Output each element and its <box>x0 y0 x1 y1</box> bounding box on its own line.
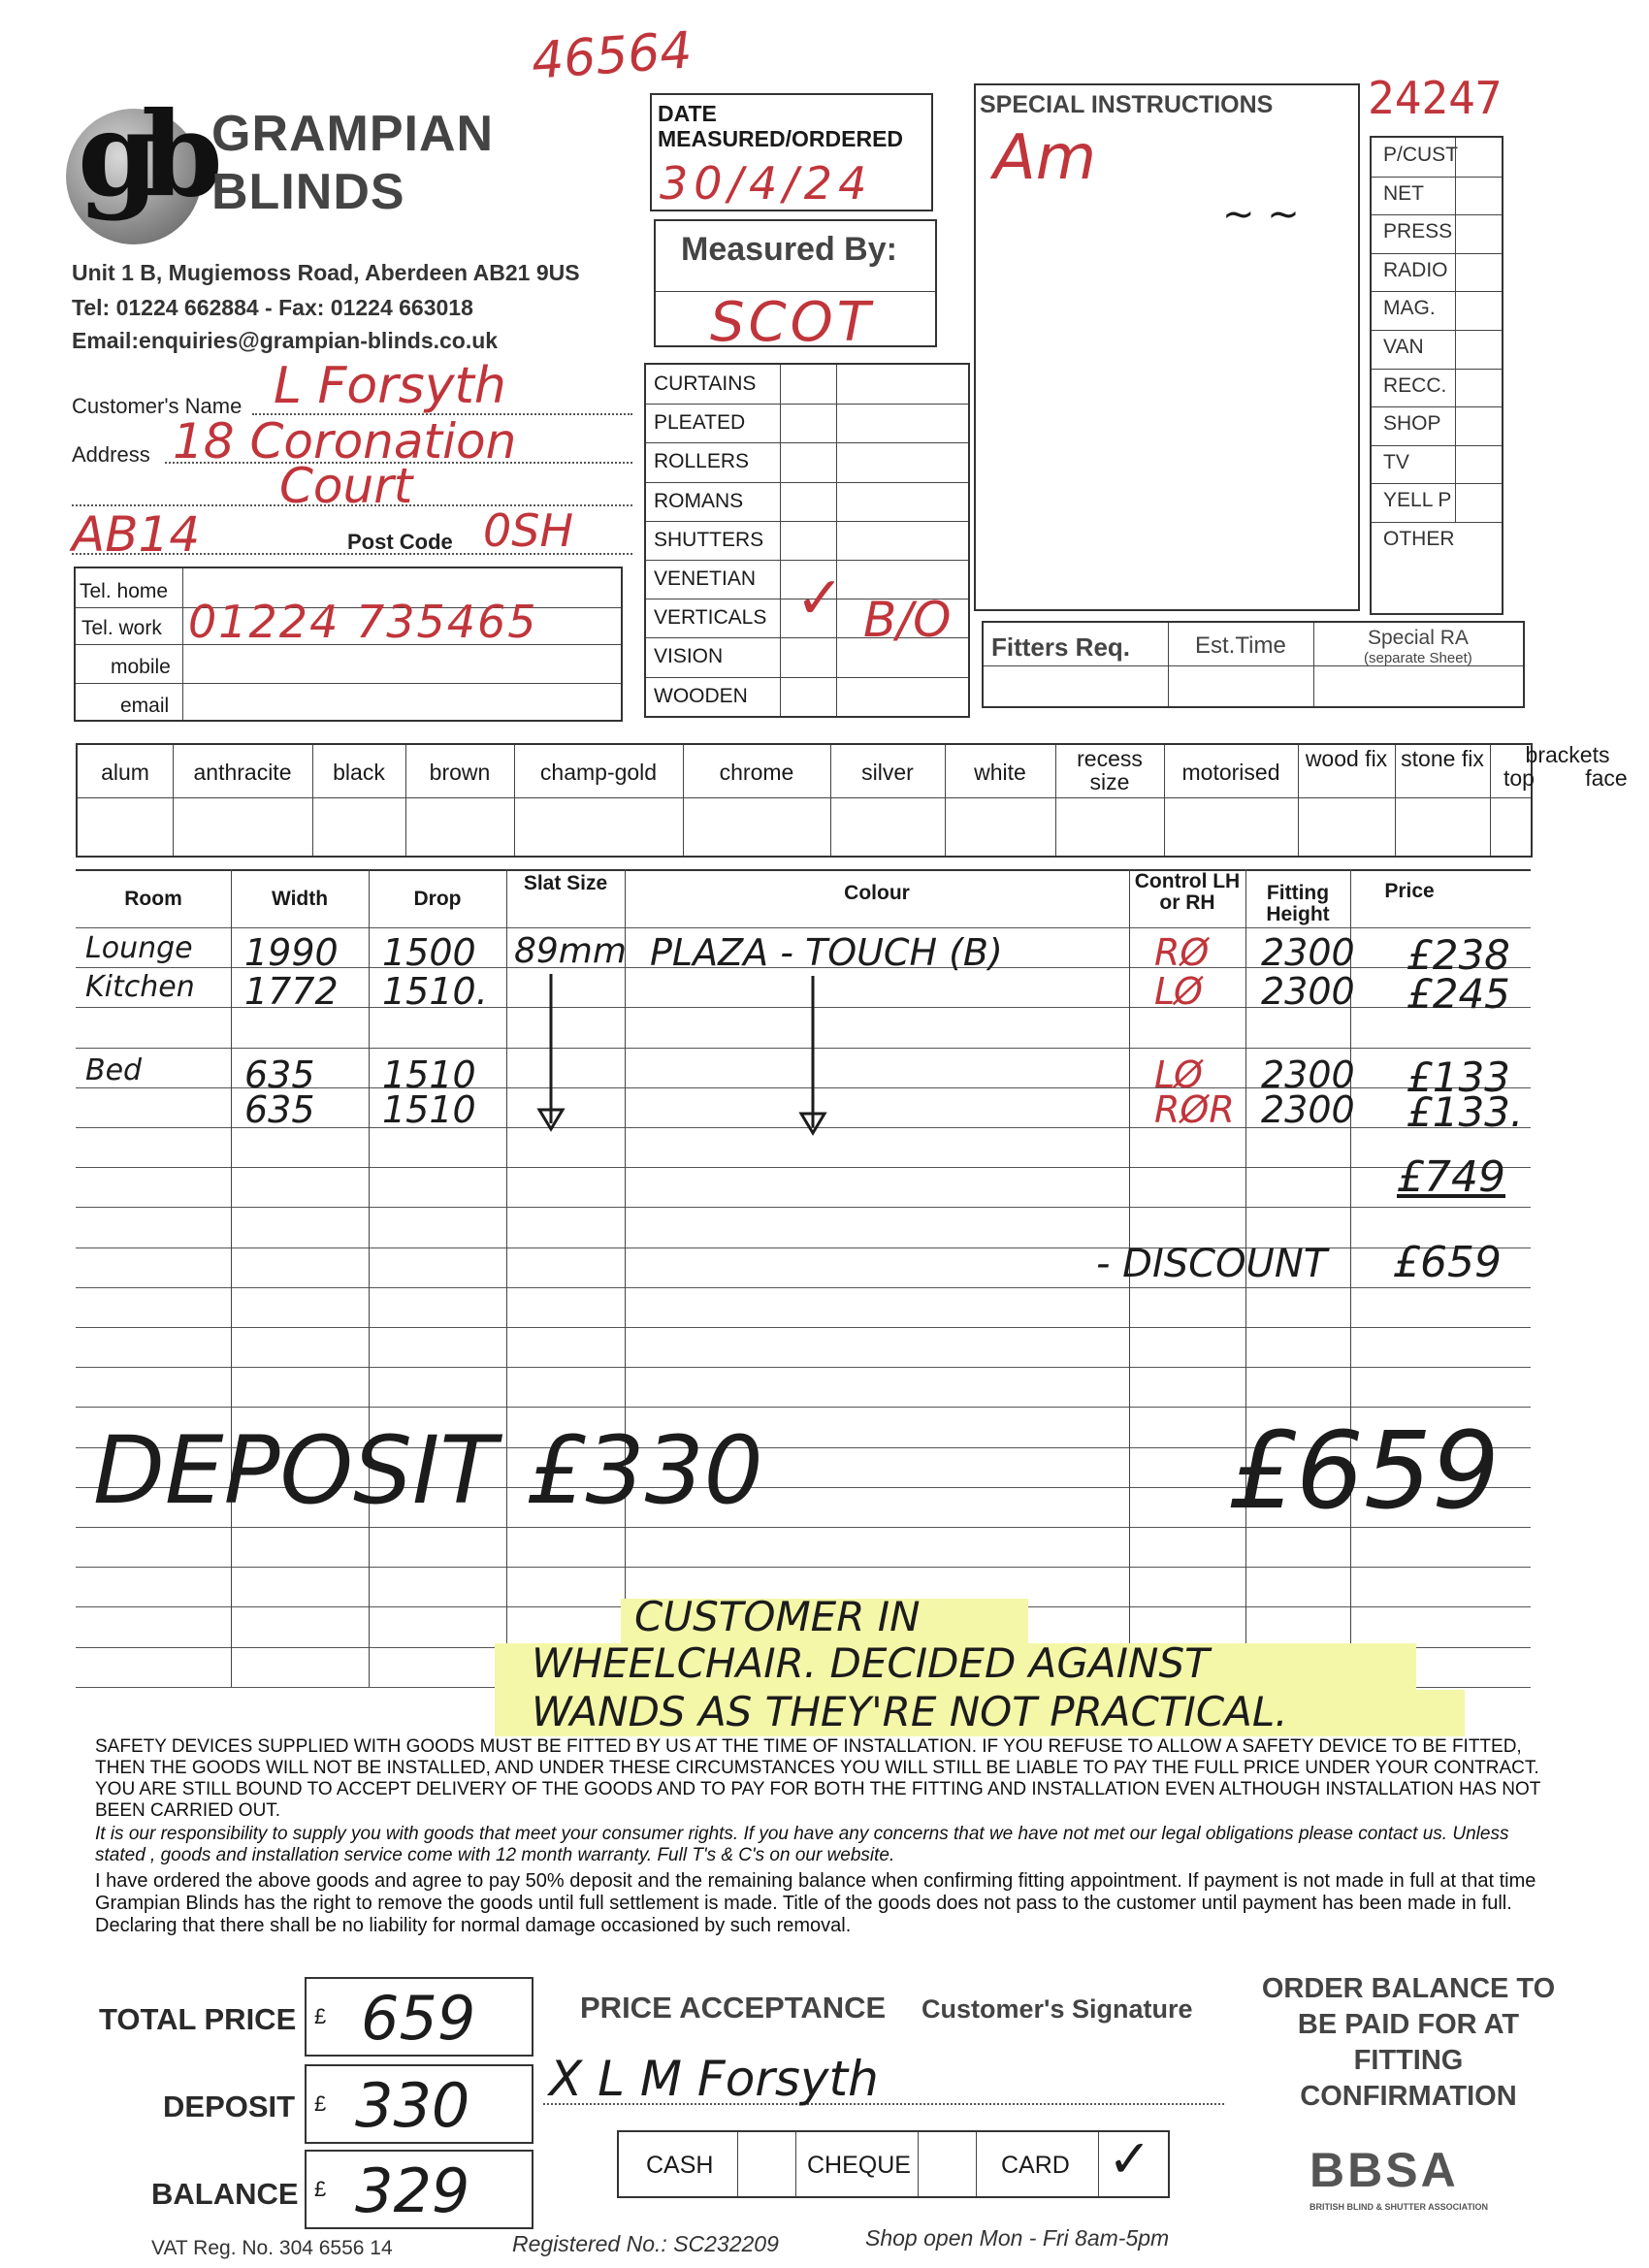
card-label: CARD <box>1001 2152 1070 2179</box>
deposit-value[interactable]: 330 <box>355 2070 470 2141</box>
row-1-fitting[interactable]: 2300 <box>1261 931 1355 974</box>
order-balance-note: ORDER BALANCE TO BE PAID FOR AT FITTING CONFIRMATION <box>1261 1973 1556 2112</box>
order-reference: 46564 <box>530 21 695 91</box>
option-white: white <box>974 760 1026 785</box>
header-width: Width <box>271 888 329 910</box>
source-tv: TV <box>1383 450 1409 473</box>
row-3-room[interactable]: Bed <box>85 1053 143 1087</box>
deposit-label: DEPOSIT <box>163 2090 296 2123</box>
product-rollers: ROLLERS <box>654 450 750 473</box>
option-anthracite: anthracite <box>193 760 292 785</box>
deposit-note: DEPOSIT £330 <box>93 1416 763 1525</box>
cash-label: CASH <box>646 2152 714 2179</box>
verticals-note: B/O <box>863 592 952 648</box>
option-brackets: brackets <box>1525 742 1610 767</box>
option-chrome: chrome <box>719 760 794 785</box>
signature-label: Customer's Signature <box>922 1994 1193 2024</box>
fitters-box <box>982 621 1525 708</box>
row-2-room[interactable]: Kitchen <box>85 970 195 1004</box>
row-3-width[interactable]: 635 <box>244 1053 315 1096</box>
special-instructions-value[interactable]: Am <box>993 122 1097 194</box>
registered-number: Registered No.: SC232209 <box>512 2231 779 2256</box>
row-4-width[interactable]: 635 <box>244 1088 315 1131</box>
measured-by-box <box>654 219 937 354</box>
company-name-line1: GRAMPIAN <box>211 106 495 162</box>
option-motorised: motorised <box>1181 760 1280 785</box>
company-name-line2: BLINDS <box>211 164 405 220</box>
option-champ-gold: champ-gold <box>539 760 658 785</box>
total-price-label: TOTAL PRICE <box>99 2002 297 2036</box>
row-1-slat[interactable]: 89mm <box>514 931 627 971</box>
product-venetian: VENETIAN <box>654 567 757 590</box>
header-fitting: Fitting Height <box>1266 882 1330 926</box>
currency-symbol: £ <box>314 2177 327 2201</box>
balance-value[interactable]: 329 <box>355 2155 470 2226</box>
option-brackets-face: face <box>1585 765 1628 791</box>
payment-methods <box>617 2130 1170 2198</box>
source-pcust: P/CUST <box>1383 144 1459 166</box>
address-label: Address <box>72 442 150 467</box>
logo-letters: gb <box>78 86 206 223</box>
special-ra-sub: (separate Sheet) <box>1364 650 1472 666</box>
note-line3: WANDS AS THEY'RE NOT PRACTICAL. <box>532 1688 1288 1735</box>
verticals-mark: ✓ <box>795 565 845 632</box>
arrow-1 <box>539 974 563 1129</box>
source-net: NET <box>1383 181 1424 205</box>
header-control: Control LH or RH <box>1134 870 1241 915</box>
balance-box <box>305 2150 534 2229</box>
total-price-value[interactable]: 659 <box>361 1983 476 2054</box>
date-value[interactable]: 30/4/24 <box>660 157 873 210</box>
company-email: Email:enquiries@grampian-blinds.co.uk <box>72 328 499 353</box>
arrow-2 <box>801 976 824 1133</box>
special-instructions-label: SPECIAL INSTRUCTIONS <box>980 91 1274 118</box>
est-time-label: Est.Time <box>1195 632 1286 659</box>
product-romans: ROMANS <box>654 489 744 512</box>
subtotal: £749 <box>1397 1152 1505 1202</box>
header-drop: Drop <box>413 888 462 910</box>
source-van: VAN <box>1383 336 1424 358</box>
telephone-box <box>74 567 623 722</box>
row-2-price[interactable]: £245 <box>1406 970 1510 1018</box>
source-shop: SHOP <box>1383 412 1441 436</box>
address-line2-value[interactable]: Court <box>279 458 413 514</box>
row-1-room[interactable]: Lounge <box>85 931 193 965</box>
special-ra-label: Special RA <box>1368 627 1469 649</box>
grand-total: £659 <box>1228 1409 1500 1533</box>
company-phone: Tel: 01224 662884 - Fax: 01224 663018 <box>72 295 473 320</box>
header-price: Price <box>1384 880 1435 902</box>
email-label: email <box>120 695 170 717</box>
special-instructions-box <box>974 83 1360 611</box>
note-line2: WHEELCHAIR. DECIDED AGAINST <box>532 1639 1210 1687</box>
option-stone-fix: stone fix <box>1401 746 1484 771</box>
row-1-price[interactable]: £238 <box>1406 931 1510 979</box>
header-room: Room <box>124 888 182 910</box>
source-radio: RADIO <box>1383 258 1448 281</box>
source-press: PRESS <box>1383 220 1453 243</box>
row-2-width[interactable]: 1772 <box>244 970 339 1013</box>
option-recess-size: recess size <box>1077 746 1143 795</box>
currency-symbol: £ <box>314 2091 327 2116</box>
row-2-fitting[interactable]: 2300 <box>1261 970 1355 1013</box>
note-line1: CUSTOMER IN <box>634 1593 921 1640</box>
row-3-fitting[interactable]: 2300 <box>1261 1053 1355 1096</box>
row-3-drop[interactable]: 1510 <box>382 1053 476 1096</box>
option-silver: silver <box>861 760 914 785</box>
row-3-control[interactable]: LØ <box>1154 1053 1203 1096</box>
company-address: Unit 1 B, Mugiemoss Road, Aberdeen AB21 9US <box>72 260 580 285</box>
customer-name-value[interactable]: L Forsyth <box>274 357 506 415</box>
source-yellp: YELL P <box>1383 489 1452 512</box>
cheque-label: CHEQUE <box>807 2152 911 2179</box>
product-vision: VISION <box>654 645 724 668</box>
row-4-price[interactable]: £133. <box>1406 1088 1524 1136</box>
option-wood-fix: wood fix <box>1305 746 1388 771</box>
total-price-box <box>305 1977 534 2057</box>
date-label: DATE MEASURED/ORDERED <box>658 101 904 152</box>
row-1-control[interactable]: RØ <box>1154 931 1210 974</box>
postcode-value[interactable]: 0SH <box>483 504 574 557</box>
customer-name-label: Customer's Name <box>72 394 242 418</box>
option-brown: brown <box>429 760 491 785</box>
product-wooden: WOODEN <box>654 684 748 707</box>
row-4-drop[interactable]: 1510 <box>382 1088 476 1131</box>
row-1-width[interactable]: 1990 <box>244 931 339 974</box>
price-acceptance-label: PRICE ACCEPTANCE <box>580 1991 887 2025</box>
measured-by-value[interactable]: SCOT <box>710 291 874 354</box>
row-4-control[interactable]: RØR <box>1154 1088 1235 1131</box>
mobile-label: mobile <box>111 656 171 678</box>
source-list <box>1370 136 1504 615</box>
discount-label: - DISCOUNT <box>1096 1242 1328 1286</box>
source-recc: RECC. <box>1383 373 1447 397</box>
tel-work-value[interactable]: 01224 735465 <box>188 596 538 648</box>
special-instructions-mark: ~ ~ <box>1222 192 1300 237</box>
row-3-price[interactable]: £133 <box>1406 1053 1510 1101</box>
row-2-drop[interactable]: 1510. <box>382 970 488 1013</box>
fitters-label: Fitters Req. <box>991 632 1131 662</box>
card-mark: ✓ <box>1108 2128 1152 2189</box>
options-table <box>76 742 1628 858</box>
tel-home-label: Tel. home <box>80 580 169 602</box>
discount-total: £659 <box>1393 1238 1502 1287</box>
source-mag: MAG. <box>1383 297 1436 320</box>
option-alum: alum <box>101 760 149 785</box>
shop-hours: Shop open Mon - Fri 8am-5pm <box>865 2225 1170 2251</box>
option-brackets-top: top <box>1504 765 1535 791</box>
measured-by-label: Measured By: <box>681 231 897 268</box>
deposit-box <box>305 2064 534 2144</box>
terms-consumer-rights: It is our responsibility to supply you with goods that meet your consumer rights. If you have any concerns that we have not met our legal obligations please contact us. Unless stated , goods and installation service come with 12 month warranty. Full T's & C's on our website. <box>95 1824 1509 1865</box>
product-shutters: SHUTTERS <box>654 528 764 551</box>
balance-label: BALANCE <box>151 2177 299 2211</box>
address-line1-value[interactable]: 18 Coronation <box>173 413 517 470</box>
terms-deposit: I have ordered the above goods and agree to pay 50% deposit and the remaining balance when confirming fitting appointment. If payment is not made in full at that time Grampian Blinds has the right to remove the goods until full settlement is made. Title of the goods does not pass to the customer until payment has been made in full. Declaring that there shall be no liability for normal damage occasioned by such removal. <box>95 1870 1536 1936</box>
row-1-drop[interactable]: 1500 <box>382 931 476 974</box>
row-4-fitting[interactable]: 2300 <box>1261 1088 1355 1131</box>
vat-number: VAT Reg. No. 304 6556 14 <box>151 2237 393 2259</box>
tel-work-label: Tel. work <box>81 617 162 639</box>
customer-signature[interactable]: X L M Forsyth <box>549 2051 879 2107</box>
row-1-colour[interactable]: PLAZA - TOUCH (B) <box>650 931 1003 974</box>
bbsa-subtitle: BRITISH BLIND & SHUTTER ASSOCIATION <box>1310 2202 1488 2212</box>
address-line3-value[interactable]: AB14 <box>72 506 201 563</box>
option-black: black <box>333 760 385 785</box>
terms-safety: SAFETY DEVICES SUPPLIED WITH GOODS MUST BE FITTED BY US AT THE TIME OF INSTALLATION. IF YOU REFUSE TO ALLOW A SAFETY DEVICE TO BE FITTED, THEN THE GOODS WILL NOT BE INSTALLED, AND UNDER THESE CIRCUMSTANCES YOU WILL STILL BE LIABLE TO PAY THE FULL PRICE UNDER YOUR CONTRACT. YOU ARE STILL BOUND TO ACCEPT DELIVERY OF THE GOODS AND TO PAY FOR BOTH THE FITTING AND INSTALLATION EVEN ALTHOUGH INSTALLATION HAS NOT BEEN CARRIED OUT. <box>95 1736 1541 1821</box>
row-2-control[interactable]: LØ <box>1154 970 1203 1013</box>
product-curtains: CURTAINS <box>654 373 757 395</box>
date-box <box>650 93 933 211</box>
source-other: OTHER <box>1383 528 1455 550</box>
product-pleated: PLEATED <box>654 411 746 435</box>
postcode-label: Post Code <box>347 530 453 554</box>
header-colour: Colour <box>844 882 910 904</box>
bbsa-logo: BBSA <box>1310 2143 1459 2197</box>
product-verticals: VERTICALS <box>654 606 767 630</box>
currency-symbol: £ <box>314 2004 327 2028</box>
form-number: 24247 <box>1368 72 1503 124</box>
header-slat: Slat Size <box>523 872 608 894</box>
product-list <box>644 363 970 718</box>
